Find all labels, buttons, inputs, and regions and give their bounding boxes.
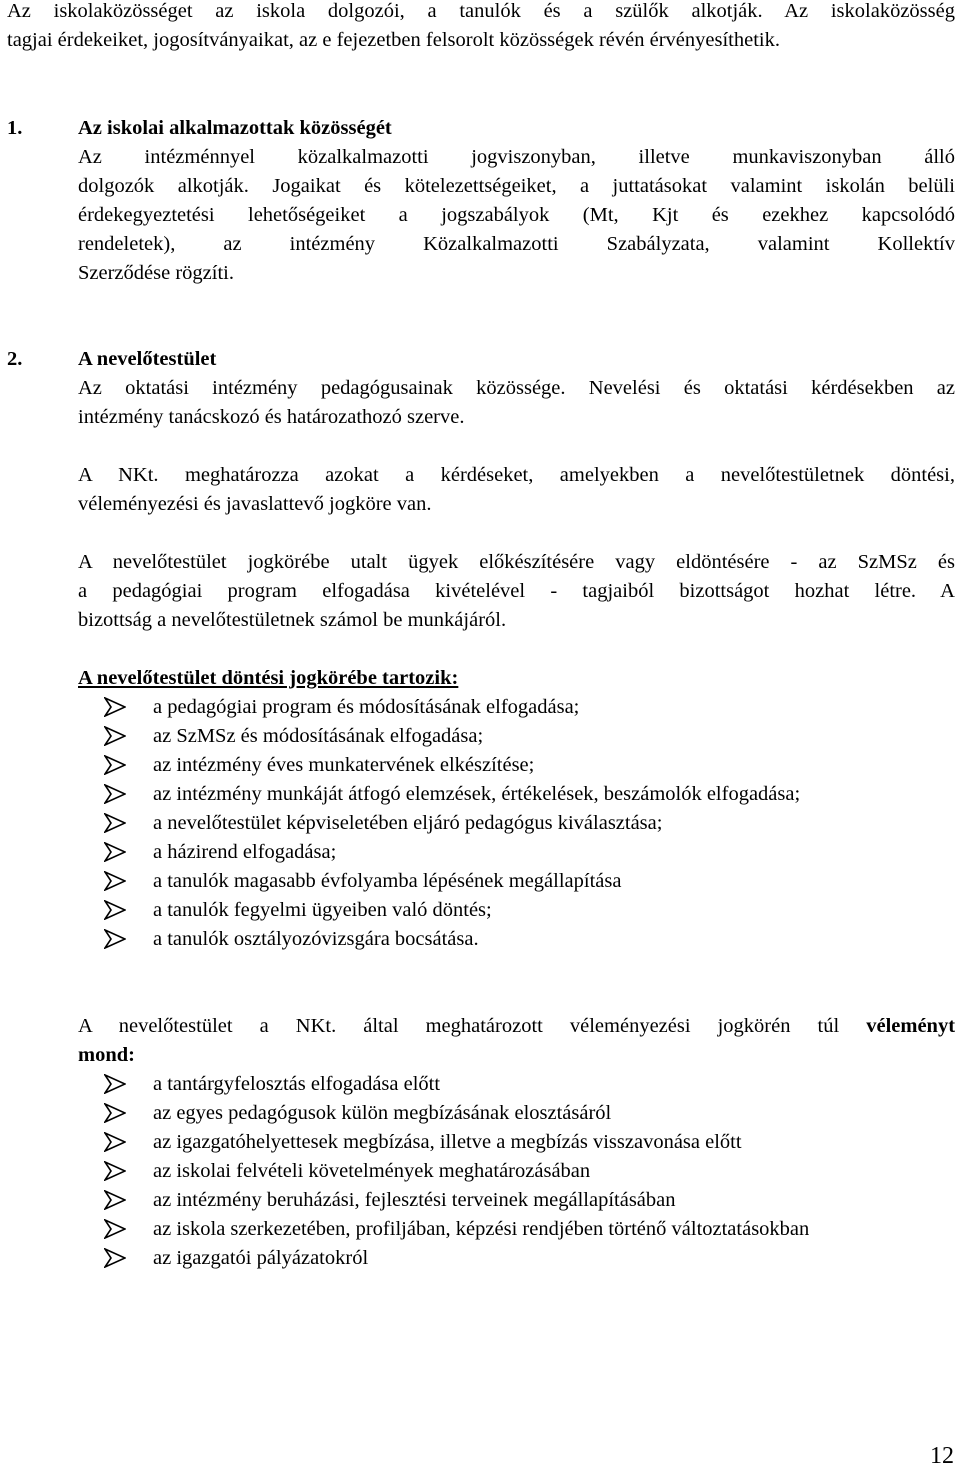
arrow-bullet-icon <box>104 813 126 833</box>
opinion-lead-paragraph <box>78 1012 955 1070</box>
section-1-line: rendeletek), az intézmény Közalkalmazotti Szabályzata, valamint Kollektív <box>78 233 955 255</box>
arrow-bullet-icon <box>104 1103 126 1123</box>
arrow-bullet-icon <box>104 1161 126 1181</box>
page-number: 12 <box>930 1443 954 1469</box>
section-2-line: Az oktatási intézmény pedagógusainak közössége. Nevelési és oktatási kérdésekben az <box>78 377 955 399</box>
list-item-text: a nevelőtestület képviseletében eljáró pedagógus kiválasztása; <box>153 812 663 834</box>
list-item-text: a tantárgyfelosztás elfogadása előtt <box>153 1073 441 1095</box>
section-2-line: A NKt. meghatározza azokat a kérdéseket, amelyekben a nevelőtestületnek döntési, <box>78 464 955 486</box>
list-item-text: az igazgatói pályázatokról <box>153 1247 369 1269</box>
section-2-paragraph-2 <box>78 461 955 519</box>
arrow-bullet-icon <box>104 1248 126 1268</box>
list-item <box>104 722 956 751</box>
list-item <box>104 1186 956 1215</box>
section-2-line: a pedagógiai program elfogadása kivételével - tagjaiból bizottságot hozhat létre. A <box>78 580 955 602</box>
section-1-line: érdekegyeztetési lehetőségeiket a jogszabályok (Mt, Kjt és ezekhez kapcsolódó <box>78 204 955 226</box>
section-2-title: A nevelőtestület <box>78 348 217 370</box>
list-item <box>104 1099 956 1128</box>
arrow-bullet-icon <box>104 697 126 717</box>
arrow-bullet-icon <box>104 1190 126 1210</box>
intro-line: Az iskolaközösséget az iskola dolgozói, a tanulók és a szülők alkotják. Az iskolaközösség <box>7 0 955 22</box>
section-2-paragraph-1 <box>78 374 955 432</box>
arrow-bullet-icon <box>104 900 126 920</box>
list-item <box>104 809 956 838</box>
list-item-text: az intézmény munkáját átfogó elemzések, értékelések, beszámolók elfogadása; <box>153 783 801 805</box>
list-item <box>104 1244 956 1273</box>
list-item-text: az egyes pedagógusok külön megbízásának elosztásáról <box>153 1102 612 1124</box>
list-item <box>104 1157 956 1186</box>
section-1-paragraph <box>78 143 955 288</box>
section-2-line: bizottság a nevelőtestületnek számol be munkájáról. <box>78 609 507 631</box>
list-item-text: a tanulók magasabb évfolyamba lépésének megállapítása <box>153 870 622 892</box>
decisions-list <box>104 693 956 954</box>
opinion-lead-text: A nevelőtestület a NKt. által meghatározott véleményezési jogkörén túl <box>78 1015 840 1037</box>
list-item <box>104 1070 956 1099</box>
arrow-bullet-icon <box>104 871 126 891</box>
list-item <box>104 896 956 925</box>
section-2-line: intézmény tanácskozó és határozathozó szerve. <box>78 406 465 428</box>
intro-line: tagjai érdekeiket, jogosítványaikat, az e fejezetben felsorolt közösségek révén érvényesíthetik. <box>7 29 780 51</box>
list-item-text: a házirend elfogadása; <box>153 841 337 863</box>
list-item-text: a tanulók fegyelmi ügyeiben való döntés; <box>153 899 492 921</box>
list-item <box>104 925 956 954</box>
section-1-line: Szerződése rögzíti. <box>78 262 234 284</box>
list-item-text: a tanulók osztályozóvizsgára bocsátása. <box>153 928 479 950</box>
list-item <box>104 780 956 809</box>
list-item <box>104 867 956 896</box>
section-2-paragraph-3 <box>78 548 955 635</box>
list-item-text: az igazgatóhelyettesek megbízása, illetve a megbízás visszavonása előtt <box>153 1131 742 1153</box>
opinion-lead-line <box>78 1012 955 1041</box>
list-item-text: az iskola szerkezetében, profiljában, képzési rendjében történő változtatásokban <box>153 1218 810 1240</box>
opinion-list <box>104 1070 956 1273</box>
arrow-bullet-icon <box>104 755 126 775</box>
section-2-number: 2. <box>7 348 23 370</box>
arrow-bullet-icon <box>104 842 126 862</box>
list-item <box>104 693 956 722</box>
list-item-text: az intézmény éves munkatervének elkészítése; <box>153 754 535 776</box>
list-item-text: az SzMSz és módosításának elfogadása; <box>153 725 484 747</box>
arrow-bullet-icon <box>104 726 126 746</box>
arrow-bullet-icon <box>104 1074 126 1094</box>
section-1-title: Az iskolai alkalmazottak közösségét <box>78 117 392 139</box>
decisions-heading: A nevelőtestület döntési jogkörébe tartozik: <box>78 667 459 689</box>
list-item <box>104 751 956 780</box>
opinion-bold-word: véleményt <box>866 1015 955 1037</box>
section-2-line: A nevelőtestület jogkörébe utalt ügyek előkészítésére vagy eldöntésére - az SzMSz és <box>78 551 955 573</box>
arrow-bullet-icon <box>104 1219 126 1239</box>
intro-paragraph <box>7 0 955 55</box>
section-2-line: véleményezési és javaslattevő jogköre van. <box>78 493 432 515</box>
list-item <box>104 1128 956 1157</box>
section-1-line: Az intézménnyel közalkalmazotti jogviszonyban, illetve munkaviszonyban álló <box>78 146 955 168</box>
arrow-bullet-icon <box>104 1132 126 1152</box>
arrow-bullet-icon <box>104 929 126 949</box>
opinion-bold-word: mond: <box>78 1044 135 1066</box>
section-1-line: dolgozók alkotják. Jogaikat és kötelezettségeiket, a juttatásokat valamint iskolán belüli <box>78 175 955 197</box>
list-item-text: az iskolai felvételi követelmények meghatározásában <box>153 1160 591 1182</box>
section-1-number: 1. <box>7 117 23 139</box>
opinion-lead-line <box>78 1041 955 1070</box>
list-item <box>104 1215 956 1244</box>
arrow-bullet-icon <box>104 784 126 804</box>
list-item <box>104 838 956 867</box>
list-item-text: a pedagógiai program és módosításának elfogadása; <box>153 696 580 718</box>
list-item-text: az intézmény beruházási, fejlesztési terveinek megállapításában <box>153 1189 676 1211</box>
